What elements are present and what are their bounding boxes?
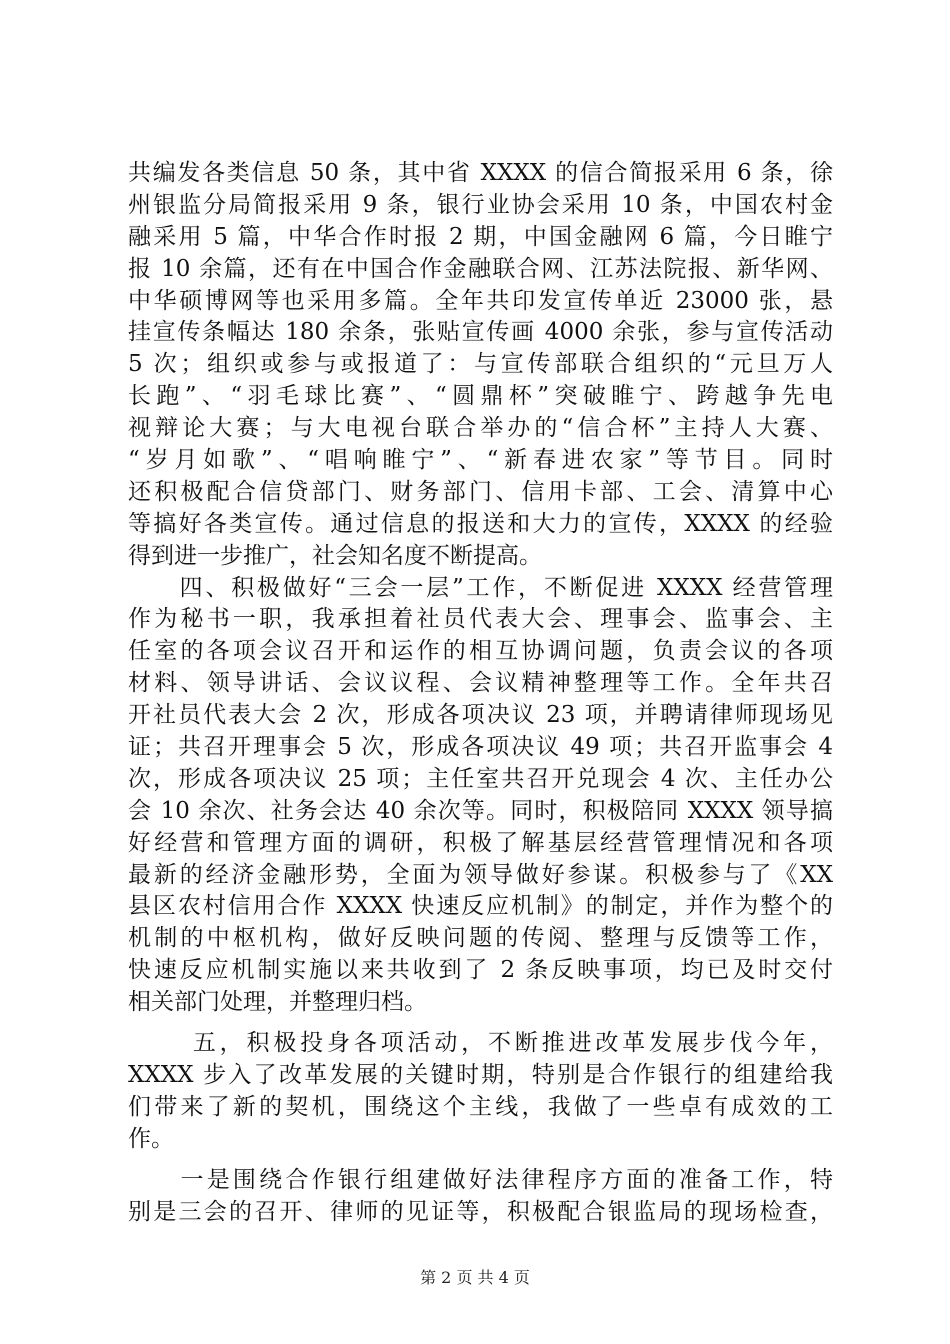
text-line: 开社员代表大会 2 次，形成各项决议 23 项，并聘请律师现场见 — [128, 702, 833, 729]
text-line: 机制的中枢机构，做好反映问题的传阅、整理与反馈等工作， — [128, 925, 833, 952]
text-line: 最新的经济金融形势，全面为领导做好参谋。积极参与了《XX — [128, 861, 833, 888]
text-line: 等搞好各类宣传。通过信息的报送和大力的宣传，XXXX 的经验 — [128, 510, 833, 537]
text-line: 材料、领导讲话、会议议程、会议精神整理等工作。全年共召 — [128, 670, 833, 697]
text-line: 五，积极投身各项活动，不断推进改革发展步伐今年， — [128, 1030, 833, 1057]
text-line: 还积极配合信贷部门、财务部门、信用卡部、工会、清算中心 — [128, 478, 833, 505]
text-line: 5 次；组织或参与或报道了：与宣传部联合组织的“元旦万人 — [128, 351, 833, 378]
text-line: 会 10 余次、社务会达 40 余次等。同时，积极陪同 XXXX 领导搞 — [128, 797, 833, 824]
text-line: 得到进一步推广，社会知名度不断提高。 — [128, 542, 542, 569]
text-line: 证；共召开理事会 5 次，形成各项决议 49 项；共召开监事会 4 — [128, 734, 833, 761]
text-line: 们带来了新的契机，围绕这个主线，我做了一些卓有成效的工 — [128, 1093, 833, 1120]
text-line: 别是三会的召开、律师的见证等，积极配合银监局的现场检查， — [128, 1198, 833, 1225]
text-line: 视辩论大赛；与大电视台联合举办的“信合杯”主持人大赛、 — [128, 415, 833, 442]
paragraph-gap — [128, 1156, 833, 1165]
paragraph-gap — [128, 1019, 833, 1028]
text-line: 县区农村信用合作 XXXX 快速反应机制》的制定，并作为整个的 — [128, 893, 833, 920]
text-line: 好经营和管理方面的调研，积极了解基层经营管理情况和各项 — [128, 829, 833, 856]
text-line: 任室的各项会议召开和运作的相互协调问题，负责会议的各项 — [128, 638, 833, 665]
text-line: 快速反应机制实施以来共收到了 2 条反映事项，均已及时交付 — [128, 957, 833, 984]
text-line: 长跑”、“羽毛球比赛”、“圆鼎杯”突破睢宁、跨越争先电 — [128, 383, 833, 410]
text-line: 报 10 余篇，还有在中国合作金融联合网、江苏法院报、新华网、 — [128, 255, 833, 282]
text-line: 共编发各类信息 50 条，其中省 XXXX 的信合简报采用 6 条，徐 — [128, 160, 833, 186]
text-line: 次，形成各项决议 25 项；主任室共召开兑现会 4 次、主任办公 — [128, 765, 833, 792]
text-line: 州银监分局简报采用 9 条，银行业协会采用 10 条，中国农村金 — [128, 191, 833, 218]
text-line: 中华硕博网等也采用多篇。全年共印发宣传单近 23000 张，悬 — [128, 287, 833, 314]
text-line: 四、积极做好“三会一层”工作，不断促进 XXXX 经营管理 — [128, 574, 833, 601]
page-footer: 第 2 页 共 4 页 — [420, 1268, 530, 1287]
text-line: XXXX 步入了改革发展的关键时期，特别是合作银行的组建给我 — [128, 1061, 833, 1088]
text-line: 相关部门处理，并整理归档。 — [128, 989, 427, 1016]
text-line: 一是围绕合作银行组建做好法律程序方面的准备工作，特 — [128, 1166, 833, 1193]
document-body — [128, 158, 833, 1228]
text-line: 作为秘书一职，我承担着社员代表大会、理事会、监事会、主 — [128, 606, 833, 633]
text-line: 作。 — [128, 1125, 174, 1152]
text-line: 挂宣传条幅达 180 余条，张贴宣传画 4000 余张，参与宣传活动 — [128, 319, 833, 346]
text-line: 融采用 5 篇，中华合作时报 2 期，中国金融网 6 篇，今日睢宁 — [128, 223, 833, 250]
text-line: “岁月如歌”、“唱响睢宁”、“新春进农家”等节目。同时 — [128, 447, 833, 474]
